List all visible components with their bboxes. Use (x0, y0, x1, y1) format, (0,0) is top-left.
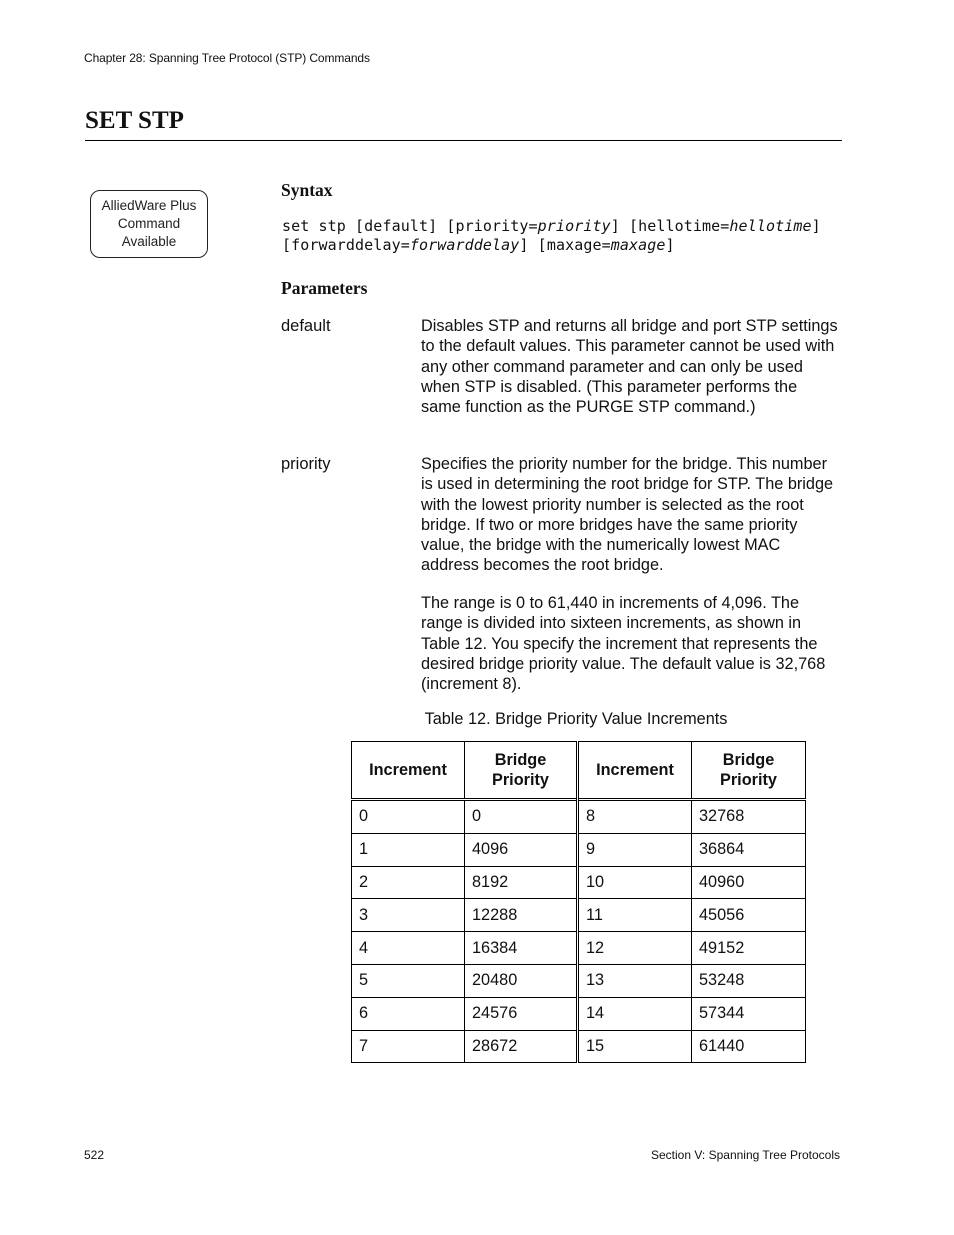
cell: 24576 (465, 997, 578, 1030)
cell: 61440 (692, 1030, 806, 1063)
cell: 49152 (692, 932, 806, 965)
table-row (352, 899, 806, 932)
command-availability-badge (90, 190, 208, 258)
param-name-default: default (281, 317, 331, 335)
cell: 16384 (465, 932, 578, 965)
parameters-heading: Parameters (281, 278, 368, 298)
table-row (352, 964, 806, 997)
table-row (352, 1030, 806, 1063)
cell: 53248 (692, 964, 806, 997)
table-row (352, 932, 806, 965)
running-header: Chapter 28: Spanning Tree Protocol (STP) Commands (84, 51, 370, 65)
cell: 40960 (692, 866, 806, 899)
table-header-row (352, 742, 806, 800)
cell: 0 (352, 800, 465, 834)
param-name-priority: priority (281, 455, 331, 473)
badge-line-2: Command (117, 216, 181, 231)
cell: 32768 (692, 800, 806, 834)
param-desc-priority: Specifies the priority number for the bridge. This number is used in determining the root bridge for STP. The bridge with the lowest priority number is selected as the root bridge. If two or more bridges have the same priority value, the bridge with the numerically lowest MAC address becomes the root bridge. (421, 455, 834, 575)
cell: 12288 (465, 899, 578, 932)
badge-line-3: Available (121, 234, 177, 249)
cell: 15 (578, 1030, 692, 1063)
cell: 45056 (692, 899, 806, 932)
badge-line-1: AlliedWare Plus (101, 198, 197, 213)
cell: 4096 (465, 833, 578, 866)
cell: 1 (352, 833, 465, 866)
cell: 10 (578, 866, 692, 899)
cell: 57344 (692, 997, 806, 1030)
header-increment-2: Increment (578, 742, 692, 800)
table-row (352, 800, 806, 834)
cell: 0 (465, 800, 578, 834)
header-priority-2: Bridge Priority (692, 742, 806, 800)
cell: 8 (578, 800, 692, 834)
cell: 2 (352, 866, 465, 899)
cell: 6 (352, 997, 465, 1030)
cell: 4 (352, 932, 465, 965)
cell: 36864 (692, 833, 806, 866)
table-row (352, 833, 806, 866)
title-divider (85, 140, 842, 141)
table-caption: Table 12. Bridge Priority Value Increments (424, 710, 728, 728)
cell: 28672 (465, 1030, 578, 1063)
param-desc-default: Disables STP and returns all bridge and port STP settings to the default values. This parameter cannot be used with any other command parameter and can only be used when STP is disabled. (This parameter performs the same function as the PURGE STP command.) (421, 317, 838, 417)
table-row (352, 997, 806, 1030)
cell: 9 (578, 833, 692, 866)
syntax-heading: Syntax (281, 180, 333, 200)
cell: 12 (578, 932, 692, 965)
cell: 13 (578, 964, 692, 997)
param-desc-priority-range: The range is 0 to 61,440 in increments of 4,096. The range is divided into sixteen increments, as shown in Table 12. You specify the increment that represents the desired bridge priority value. The default value is 32,768 (increment 8). (421, 594, 826, 694)
table-row (352, 866, 806, 899)
cell: 3 (352, 899, 465, 932)
page-number: 522 (84, 1148, 105, 1162)
cell: 20480 (465, 964, 578, 997)
cell: 5 (352, 964, 465, 997)
syntax-line-2: [forwarddelay=forwarddelay] [maxage=maxage] (282, 236, 675, 254)
section-footer: Section V: Spanning Tree Protocols (651, 1148, 840, 1162)
bridge-priority-table (351, 741, 806, 1063)
cell: 14 (578, 997, 692, 1030)
syntax-line-1: set stp [default] [priority=priority] [hellotime=hellotime] (282, 217, 821, 235)
cell: 7 (352, 1030, 465, 1063)
header-priority-1: Bridge Priority (465, 742, 578, 800)
cell: 8192 (465, 866, 578, 899)
page-title: SET STP (85, 107, 184, 134)
cell: 11 (578, 899, 692, 932)
header-increment-1: Increment (352, 742, 465, 800)
